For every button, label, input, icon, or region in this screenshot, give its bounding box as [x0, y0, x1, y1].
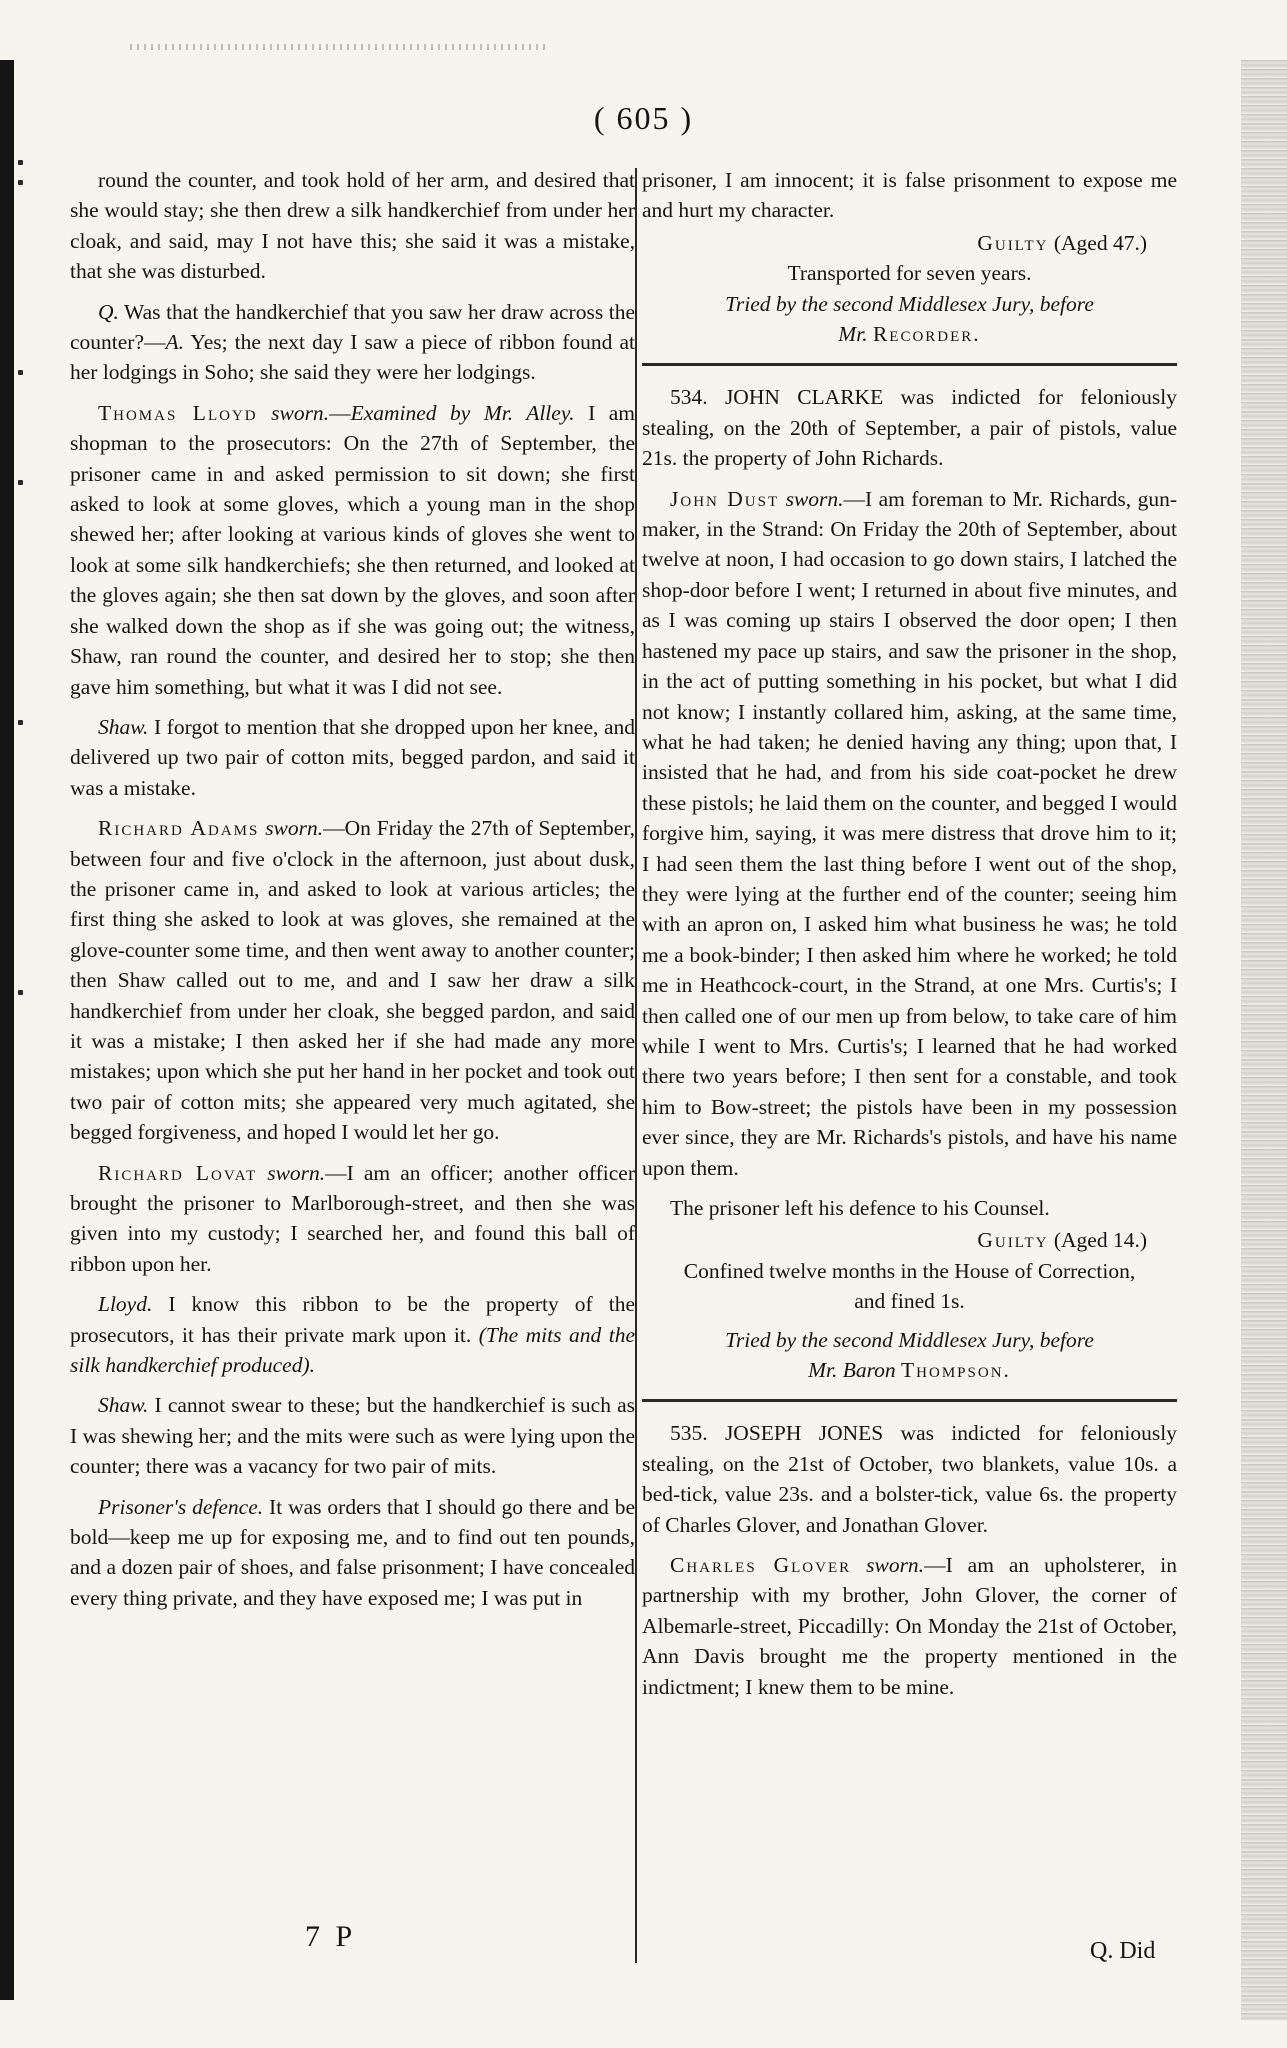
text-segment: 535. JOSEPH JONES was indicted for feloniously stealing, on the 21st of October, two blankets, value 10s. a bed-tick, value 23s. and a bolster-tick, value 6s. the property of Charles Glover, and Jonathan Glover.: [642, 1421, 1177, 1537]
paragraph: [70, 398, 635, 702]
text-segment: Examined by Mr. Alley.: [350, 400, 575, 425]
paragraph: [642, 382, 1177, 473]
text-segment: Prisoner's defence.: [98, 1494, 264, 1519]
text-segment: Charles Glover: [670, 1553, 852, 1578]
sentence-534-line2: and fined 1s.: [854, 1289, 965, 1314]
judge-533: [642, 319, 1177, 349]
text-segment: It was orders that I should go there and be bold—keep me up for exposing me, and to find out ten pounds, and a dozen pair of shoes, and false prisonment; I have concealed every thing private, and they have exposed me; I was put in: [70, 1494, 636, 1610]
text-segment: Shaw.: [98, 714, 149, 739]
case-535: [642, 1418, 1177, 1702]
judge-prefix: Mr. Baron: [808, 1358, 896, 1383]
paragraph: [70, 1289, 635, 1380]
tried-by-534: Tried by the second Middlesex Jury, before: [725, 1327, 1094, 1352]
text-segment: I forgot to mention that she dropped upon her knee, and delivered up two pair of cotton mits, begged pardon, and said it was a mistake.: [70, 714, 635, 800]
sentence-534-line1: Confined twelve months in the House of Correction,: [683, 1258, 1136, 1283]
text-segment: 534. JOHN CLARKE was indicted for feloniously stealing, on the 20th of September, a pair of pistols, value 21s. the property of John Richards.: [642, 385, 1177, 471]
verdict-label: Guilty: [977, 230, 1049, 255]
prisoner-age: (Aged 14.): [1053, 1228, 1147, 1253]
column-divider: [635, 168, 637, 1963]
text-segment: —I am an upholsterer, in partnership with my brother, John Glover, the corner of Albemarle-street, Piccadilly: On Monday the 21st of October, Ann Davis brought me the property mentioned in the indictment; I knew them to be mine.: [642, 1553, 1178, 1699]
scan-left-edge: [0, 60, 14, 2000]
text-segment: sworn.: [271, 400, 330, 425]
paragraph: [70, 1492, 635, 1614]
text-segment: Thomas Lloyd: [98, 400, 258, 425]
paragraph: [70, 165, 635, 287]
paragraph: [70, 712, 635, 803]
text-segment: sworn.: [785, 486, 844, 511]
text-segment: Yes; the next day I saw a piece of ribbon found at her lodgings in Soho; she said they were her lodgings.: [70, 330, 635, 385]
text-segment: John Dust: [670, 486, 780, 511]
text-segment: [851, 1553, 866, 1577]
judge-534: [642, 1355, 1177, 1385]
text-segment: sworn.: [265, 816, 324, 841]
page-number: ( 605 ): [593, 100, 694, 136]
right-column: [642, 165, 1177, 1702]
scan-right-edge: [1241, 60, 1287, 2020]
text-segment: —I am an officer; another officer brought the prisoner to Marlborough-street, and then she was given into my custody; I searched her, and found this ball of ribbon upon her.: [70, 1160, 635, 1276]
continuation-text: prisoner, I am innocent; it is false prisonment to expose me and hurt my character.: [642, 168, 1177, 223]
text-segment: I am shopman to the prosecutors: On the 27th of September, the prisoner came in and asked permission to sit down; she first asked to look at some gloves, which a young man in the shop shewed her; after looking at various kinds of gloves she went to look at some silk handkerchiefs; she then returned, and looked at the gloves again; she then sat down by the gloves, and soon after she walked down the shop as if she was going out; the witness, Shaw, ran round the counter, and desired her to stop; she then gave him something, but what it was I did not see.: [70, 400, 635, 699]
text-segment: —: [329, 400, 351, 425]
text-segment: A.: [165, 330, 185, 355]
paragraph: [642, 1418, 1177, 1540]
text-segment: [257, 1161, 267, 1185]
text-segment: Was that the handkerchief that you saw her draw across the counter?—: [70, 299, 635, 355]
prisoner-age: (Aged 47.): [1053, 230, 1147, 255]
left-column: [70, 165, 635, 1613]
text-segment: [258, 401, 272, 425]
case-534: [642, 382, 1177, 1223]
scan-top-noise: [130, 44, 550, 50]
text-segment: The prisoner left his defence to his Counsel.: [670, 1196, 1050, 1220]
paragraph: [642, 1193, 1177, 1223]
text-segment: Shaw.: [98, 1393, 149, 1418]
text-segment: Richard Lovat: [98, 1160, 258, 1185]
text-segment: sworn.: [267, 1160, 326, 1185]
verdict-label: Guilty: [977, 1228, 1049, 1253]
judge-prefix: Mr.: [838, 322, 868, 347]
scan-margin-marks: [18, 160, 24, 1000]
paragraph: [70, 1390, 635, 1481]
text-segment: —I am foreman to Mr. Richards, gun-maker, in the Strand: On Friday the 20th of September, about twelve at noon, I had occasion to go down stairs, I latched the shop-door before I went; I returned in about five minutes, and as I was coming up stairs I observed the door open; I then hastened my pace up stairs, and saw the prisoner in the shop, in the act of putting something in his pocket, but what I did not know; I instantly collared him, asking, at the same time, what he had taken; he denied having any thing; upon that, I insisted that he had, and from his side coat-pocket he drew these pistols; he laid them on the counter, and begged I would forgive him, saying, it was mere distress that drove him to it; I had seen them the last thing before I went out of the shop, they were lying at the further end of the counter; seeing him with an apron on, I asked him what business he was; he told me a book-binder; I then asked him where he worked; he told me in Heathcock-court, in the Strand, at one Mrs. Curtis's; I then called one of our men up from below, to take care of him while I went to Mrs. Curtis's; I learned that he had worked there two years before; I then sent for a constable, and took him to Bow-street; the pistols have been in my possession ever since, they are Mr. Richards's pistols, and have his name upon them.: [642, 486, 1178, 1180]
text-segment: Richard Adams: [98, 816, 260, 841]
text-segment: I cannot swear to these; but the handkerchief is such as I was shewing her; and the mits were such as were lying upon the counter; there was a vacancy for two pair of mits.: [70, 1393, 635, 1479]
paragraph: [70, 813, 635, 1147]
text-segment: round the counter, and took hold of her arm, and desired that she would stay; she then drew a silk handkerchief from under her cloak, and said, may I not have this; she said it was a mistake, that she was disturbed.: [70, 168, 635, 284]
case-separator-rule: [642, 1399, 1177, 1402]
text-segment: —On Friday the 27th of September, between four and five o'clock in the afternoon, just about dusk, the prisoner came in, and asked to look at various articles; the first thing she asked to look at was gloves, she remained at the glove-counter some time, and then went away to another counter; then Shaw called out to me, and and I saw her draw a silk handkerchief from under her cloak, she begged pardon, and said it was a mistake; I then asked her if she had made any more mistakes; upon which she put her hand in her pocket and took out two pair of cotton mits; she appeared very much agitated, she begged forgiveness, and hoped I would let her go.: [70, 816, 636, 1145]
paragraph: [70, 297, 635, 388]
judge-name: Thompson.: [901, 1358, 1011, 1383]
verdict-533: [642, 228, 1177, 258]
paragraph: [642, 484, 1177, 1183]
text-segment: Lloyd.: [98, 1292, 153, 1317]
text-segment: Q.: [98, 299, 119, 324]
tried-by-533: Tried by the second Middlesex Jury, before: [725, 291, 1094, 316]
case-separator-rule: [642, 363, 1177, 366]
signature-mark: 7 P: [305, 1920, 357, 1953]
text-segment: sworn.: [866, 1553, 925, 1578]
text-segment: I know this ribbon to be the property of the prosecutors, it has their private mark upon it.: [70, 1292, 635, 1347]
paragraph: [70, 1158, 635, 1280]
text-segment: (The mits and the silk handkerchief produced).: [70, 1322, 635, 1378]
sentence-533: Transported for seven years.: [787, 261, 1032, 286]
judge-name: Recorder.: [872, 322, 981, 347]
paragraph: [642, 1550, 1177, 1702]
catchword: Q. Did: [1090, 1938, 1156, 1964]
verdict-534: [642, 1225, 1177, 1255]
